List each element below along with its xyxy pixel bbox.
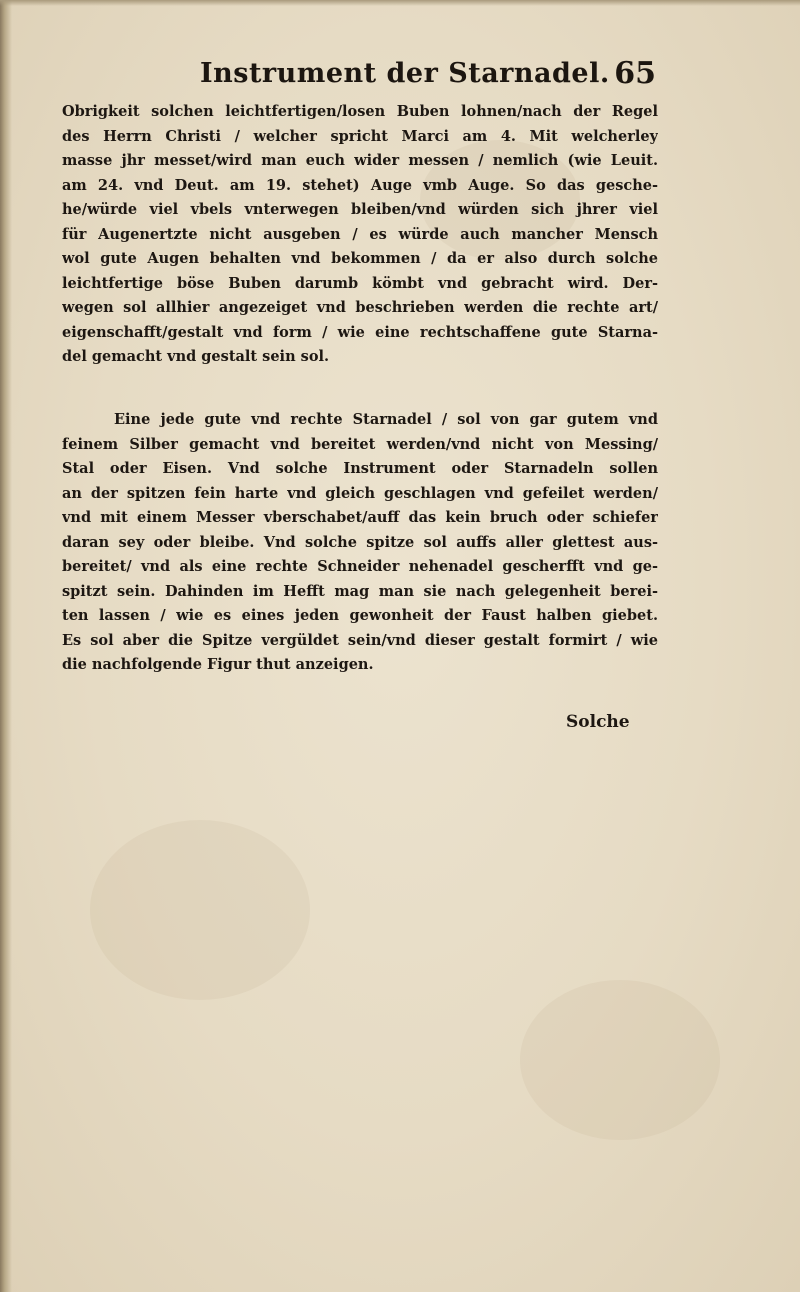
- page-top-edge: [0, 0, 800, 6]
- paragraph-1: [62, 100, 658, 370]
- text-line: spitzt sein. Dahinden im Hefft mag man sie nach gelegenheit berei-: [62, 582, 658, 600]
- text-line: an der spitzen fein harte vnd gleich geschlagen vnd gefeilet werden/: [62, 484, 658, 502]
- text-line: Stal oder Eisen. Vnd solche Instrument oder Starnadeln sollen: [62, 460, 658, 477]
- catchword: Solche: [566, 712, 630, 732]
- text-line: am 24. vnd Deut. am 19. stehet) Auge vmb Auge. So das gesche-: [62, 176, 658, 194]
- page-number: 65: [614, 56, 656, 91]
- text-line: Es sol aber die Spitze vergüldet sein/vnd dieser gestalt formirt / wie: [62, 631, 658, 649]
- paragraph-2: [62, 408, 658, 678]
- text-line: des Herrn Christi / welcher spricht Marci am 4. Mit welcherley: [62, 127, 658, 145]
- text-line: ten lassen / wie es eines jeden gewonheit der Faust halben giebet.: [62, 607, 658, 624]
- text-line: die nachfolgende Figur thut anzeigen.: [62, 656, 374, 673]
- paper-stain: [520, 980, 720, 1140]
- text-line: eigenschafft/gestalt vnd form / wie eine rechtschaffene gute Starna-: [62, 323, 658, 341]
- paper-stain: [90, 820, 310, 1000]
- running-title: Instrument der Starnadel.: [200, 58, 610, 89]
- text-line: Eine jede gute vnd rechte Starnadel / sol von gar gutem vnd: [114, 411, 658, 428]
- text-line: masse jhr messet/wird man euch wider messen / nemlich (wie Leuit.: [62, 152, 658, 169]
- text-line: feinem Silber gemacht vnd bereitet werden/vnd nicht von Messing/: [62, 435, 658, 453]
- text-line: für Augenertzte nicht ausgeben / es würde auch mancher Mensch: [62, 225, 658, 243]
- text-line: he/würde viel vbels vnterwegen bleiben/vnd würden sich jhrer viel: [62, 201, 658, 218]
- text-line: vnd mit einem Messer vberschabet/auff das kein bruch oder schiefer: [62, 509, 658, 526]
- bleed-through-text: [210, 696, 610, 716]
- text-line: del gemacht vnd gestalt sein sol.: [62, 348, 330, 365]
- text-line: wegen sol allhier angezeiget vnd beschrieben werden die rechte art/: [62, 299, 658, 316]
- page-binding-shadow: [0, 0, 12, 1292]
- text-line: Obrigkeit solchen leichtfertigen/losen Buben lohnen/nach der Regel: [62, 103, 658, 120]
- text-line: leichtfertige böse Buben darumb kömbt vnd gebracht wird. Der-: [62, 274, 658, 292]
- page-header: [62, 56, 658, 96]
- text-line: bereitet/ vnd als eine rechte Schneider nehenadel gescherfft vnd ge-: [62, 558, 658, 575]
- text-line: daran sey oder bleibe. Vnd solche spitze sol auffs aller glettest aus-: [62, 533, 658, 551]
- text-line: wol gute Augen behalten vnd bekommen / da er also durch solche: [62, 250, 658, 267]
